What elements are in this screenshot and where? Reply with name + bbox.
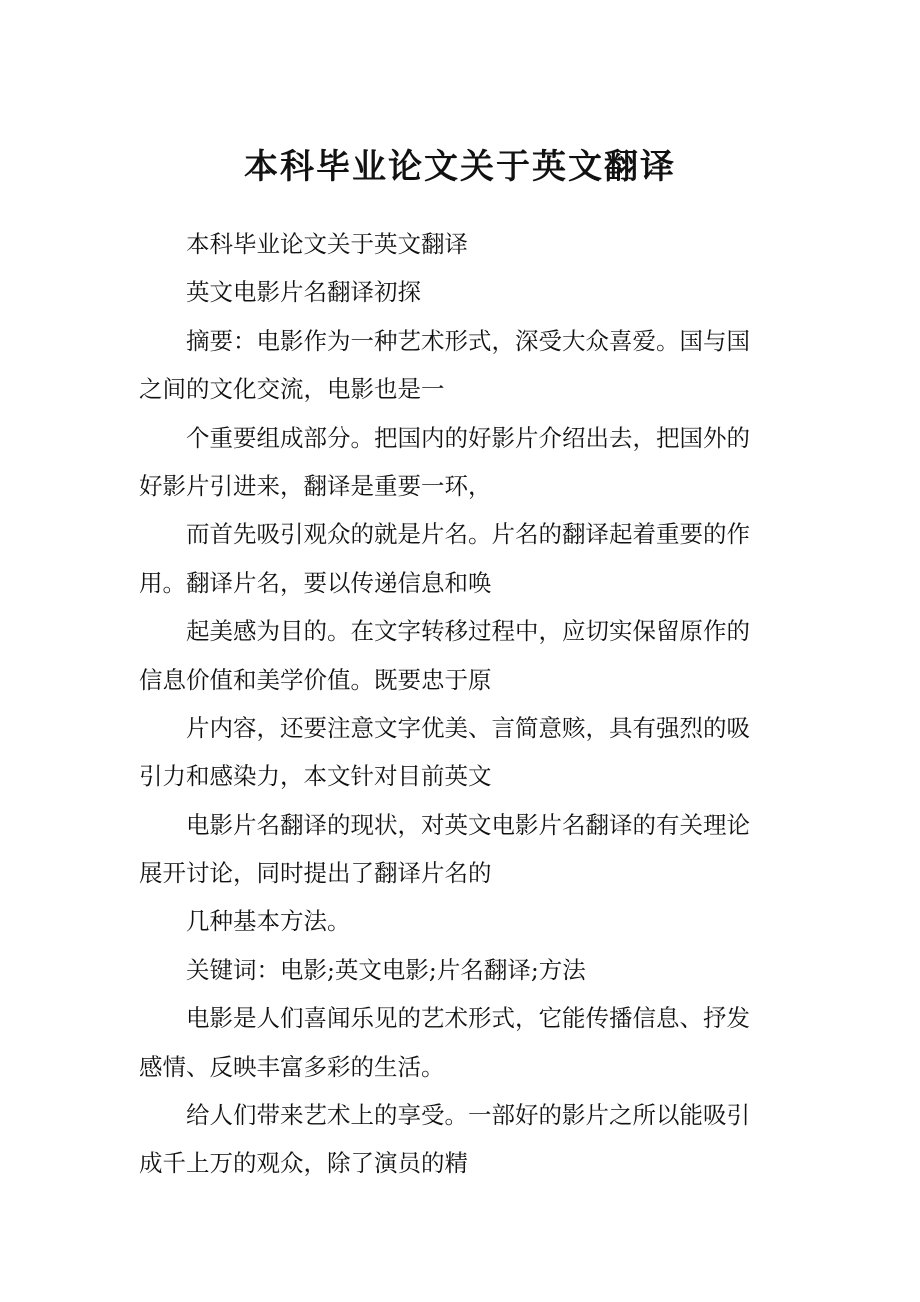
paragraph-abstract-7	[139, 897, 783, 945]
paragraph-abstract-5	[139, 704, 783, 801]
text-line: 用。翻译片名，要以传递信息和唤	[139, 568, 492, 597]
text-line: 摘要：电影作为一种艺术形式，深受大众喜爱。国与国	[186, 326, 750, 355]
text-line: 电影片名翻译的现状，对英文电影片名翻译的有关理论	[186, 810, 750, 839]
paragraph-abstract-6	[139, 801, 783, 898]
text-line: 成千上万的观众，除了演员的精	[139, 1149, 468, 1178]
text-line: 个重要组成部分。把国内的好影片介绍出去，把国外的	[186, 423, 750, 452]
paragraph-abstract-1	[139, 317, 783, 414]
text-line: 展开讨论，同时提出了翻译片名的	[139, 859, 492, 888]
text-line: 感情、反映丰富多彩的生活。	[139, 1052, 445, 1081]
paragraph-subtitle	[139, 268, 783, 316]
text-line: 好影片引进来，翻译是重要一环，	[139, 471, 492, 500]
text-line: 引力和感染力，本文针对目前英文	[139, 762, 492, 791]
text-line: 电影是人们喜闻乐见的艺术形式，它能传播信息、抒发	[186, 1004, 750, 1033]
paragraph-keywords	[139, 946, 783, 994]
paragraph-heading-repeat	[139, 220, 783, 268]
text-line: 关键词：电影;英文电影;片名翻译;方法	[186, 955, 586, 984]
text-line: 给人们带来艺术上的享受。一部好的影片之所以能吸引	[186, 1101, 750, 1130]
text-line: 英文电影片名翻译初探	[186, 278, 421, 307]
paragraph-abstract-4	[139, 607, 783, 704]
document-body	[139, 220, 783, 1188]
text-line: 片内容，还要注意文字优美、言简意赅，具有强烈的吸	[186, 713, 750, 742]
text-line: 本科毕业论文关于英文翻译	[186, 230, 468, 258]
page-title: 本科毕业论文关于英文翻译	[244, 147, 676, 187]
text-line: 起美感为目的。在文字转移过程中，应切实保留原作的	[186, 617, 750, 646]
text-line: 几种基本方法。	[186, 907, 351, 936]
text-line: 之间的文化交流，电影也是一	[139, 375, 445, 404]
paragraph-abstract-3	[139, 510, 783, 607]
text-line: 而首先吸引观众的就是片名。片名的翻译起着重要的作	[186, 520, 750, 549]
paragraph-abstract-2	[139, 414, 783, 511]
paragraph-body-1	[139, 994, 783, 1091]
text-line: 信息价值和美学价值。既要忠于原	[139, 665, 492, 694]
paragraph-body-2	[139, 1091, 783, 1188]
